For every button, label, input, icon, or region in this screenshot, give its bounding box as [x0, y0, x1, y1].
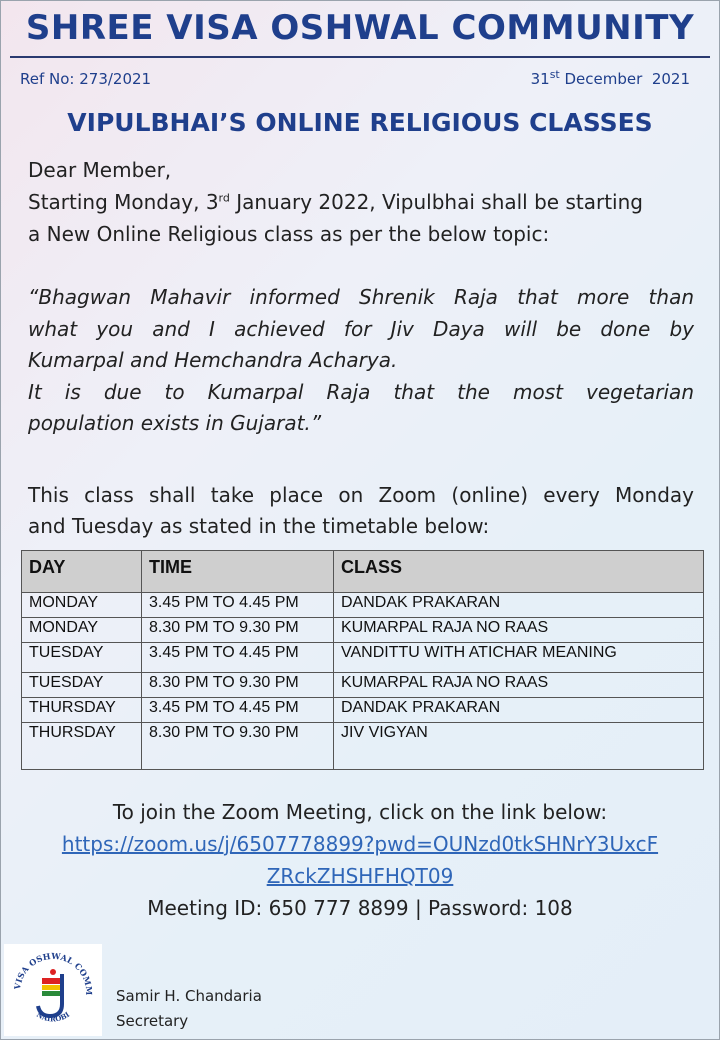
cell-day: THURSDAY: [22, 698, 142, 723]
schedule-line-1: This class shall take place on Zoom (online) every Monday: [28, 483, 694, 507]
reference-number: Ref No: 273/2021: [20, 70, 152, 88]
page-title: SHREE VISA OSHWAL COMMUNITY: [25, 8, 695, 48]
quote-line-3: Kumarpal and Hemchandra Acharya.: [28, 348, 398, 372]
timetable: [21, 550, 704, 770]
zoom-details: [0, 796, 720, 924]
intro-line-2: a New Online Religious class as per the below topic:: [28, 222, 550, 246]
schedule-note: [28, 480, 694, 542]
quote-line-1: “Bhagwan Mahavir informed Shrenik Raja that more than: [28, 285, 694, 309]
cell-class: DANDAK PRAKARAN: [334, 698, 704, 723]
cell-time: 3.45 PM TO 4.45 PM: [142, 698, 334, 723]
title-divider: [10, 56, 710, 58]
signatory-name: Samir H. Chandaria: [116, 987, 262, 1005]
cell-time: 3.45 PM TO 4.45 PM: [142, 643, 334, 673]
letter-intro: [28, 154, 694, 250]
logo-city-text: NAIROBI: [34, 1009, 72, 1024]
signatory-role: Secretary: [116, 1012, 189, 1030]
cell-class: JIV VIGYAN: [334, 723, 704, 770]
quote-line-2: what you and I achieved for Jiv Daya will be done by: [28, 316, 694, 341]
cell-class: KUMARPAL RAJA NO RAAS: [334, 618, 704, 643]
salutation: Dear Member,: [28, 158, 172, 182]
intro-line-1-suffix: rd: [218, 191, 230, 205]
cell-class: KUMARPAL RAJA NO RAAS: [334, 673, 704, 698]
logo-ring-text: VISA OSHWAL COMM: [12, 950, 95, 996]
timetable-header-row: [22, 551, 704, 593]
cell-time: 3.45 PM TO 4.45 PM: [142, 593, 334, 618]
header-day: DAY: [22, 551, 142, 593]
table-row: [22, 723, 704, 770]
table-row: [22, 643, 704, 673]
header-time: TIME: [142, 551, 334, 593]
intro-line-1-start: Starting Monday, 3: [28, 190, 219, 214]
section-heading: VIPULBHAI’S ONLINE RELIGIOUS CLASSES: [67, 108, 653, 137]
table-row: [22, 698, 704, 723]
quote-line-4: It is due to Kumarpal Raja that the most vegetarian: [28, 379, 694, 404]
zoom-intro: To join the Zoom Meeting, click on the link below:: [112, 800, 608, 824]
meeting-credentials: Meeting ID: 650 777 8899 | Password: 108: [147, 896, 573, 920]
zoom-link-line-1[interactable]: https://zoom.us/j/6507778899?pwd=OUNzd0tkSHNrY3UxcF: [61, 832, 659, 856]
intro-line-1: [28, 186, 694, 218]
zoom-link-line-2[interactable]: ZRckZHSHFHQT09: [266, 864, 454, 888]
signature-block: [116, 984, 262, 1034]
date-month-year: December 2021: [559, 70, 690, 88]
quote-line-5: population exists in Gujarat.”: [28, 411, 322, 435]
table-row: [22, 673, 704, 698]
letter-date: [531, 70, 690, 88]
header-class: CLASS: [334, 551, 704, 593]
schedule-line-2: and Tuesday as stated in the timetable below:: [28, 514, 490, 538]
cell-time: 8.30 PM TO 9.30 PM: [142, 723, 334, 770]
cell-time: 8.30 PM TO 9.30 PM: [142, 673, 334, 698]
cell-day: TUESDAY: [22, 643, 142, 673]
cell-day: TUESDAY: [22, 673, 142, 698]
cell-day: THURSDAY: [22, 723, 142, 770]
table-row: [22, 618, 704, 643]
cell-day: MONDAY: [22, 618, 142, 643]
cell-class: DANDAK PRAKARAN: [334, 593, 704, 618]
topic-quote: [28, 282, 694, 440]
cell-day: MONDAY: [22, 593, 142, 618]
date-suffix: st: [549, 68, 560, 81]
community-logo: [4, 944, 102, 1036]
intro-line-1-end: January 2022, Vipulbhai shall be starting: [229, 190, 643, 214]
table-row: [22, 593, 704, 618]
date-day: 31: [530, 70, 550, 88]
cell-time: 8.30 PM TO 9.30 PM: [142, 618, 334, 643]
cell-class: VANDITTU WITH ATICHAR MEANING: [334, 643, 704, 673]
